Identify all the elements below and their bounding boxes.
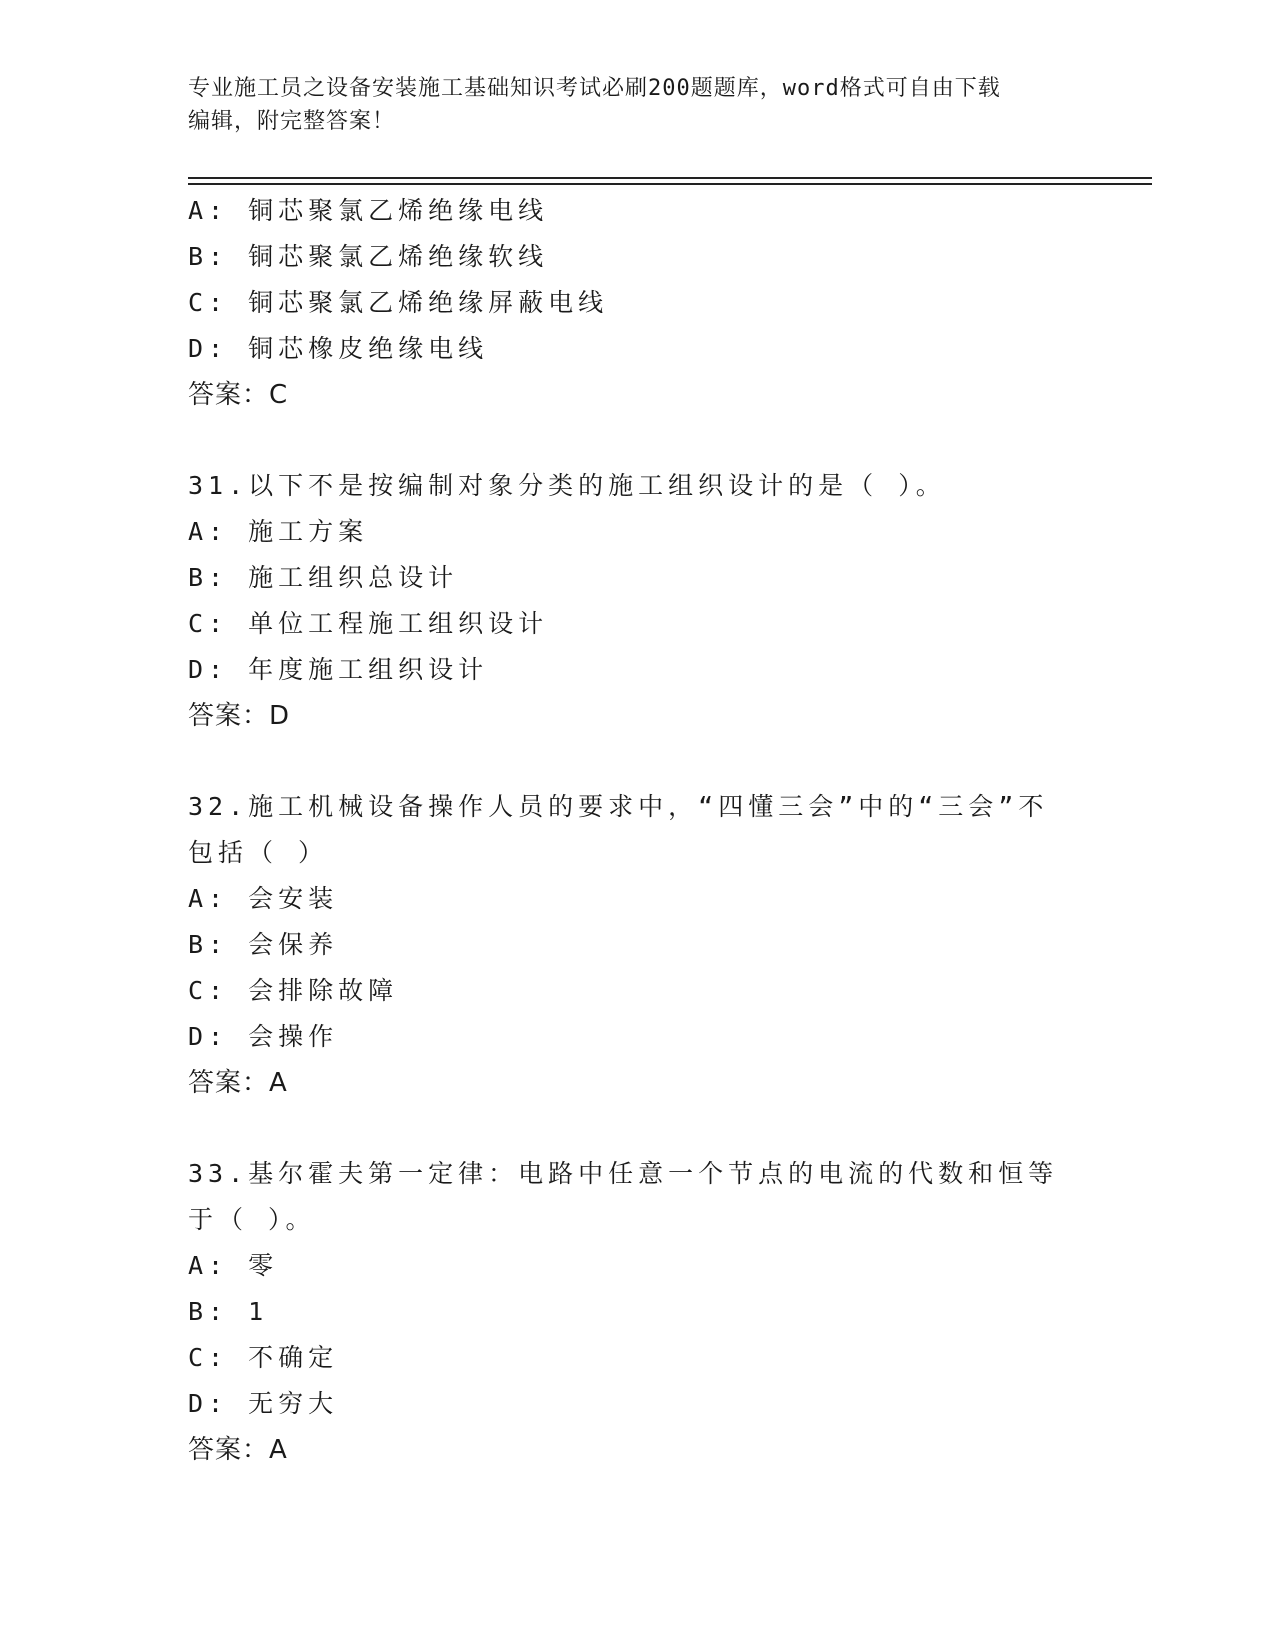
- answer-line: 答案：C: [188, 380, 289, 410]
- question-block-32: [188, 784, 1088, 1106]
- option-d: D: 铜芯橡皮绝缘电线: [188, 334, 489, 363]
- answer-line: 答案：D: [188, 701, 291, 731]
- option-a: A: 会安装: [188, 884, 339, 913]
- header-line-1: 专业施工员之设备安装施工基础知识考试必刷200题题库，word格式可自由下载: [188, 76, 1001, 101]
- option-a: A: 施工方案: [188, 517, 369, 546]
- option-c: C: 铜芯聚氯乙烯绝缘屏蔽电线: [188, 288, 609, 317]
- option-a: A: 零: [188, 1251, 279, 1280]
- question-block-33: [188, 1151, 1088, 1473]
- question-text: 33.基尔霍夫第一定律：电路中任意一个节点的电流的代数和恒等于（ ）。: [188, 1159, 1059, 1234]
- question-list: [188, 188, 1088, 1473]
- option-b: B: 会保养: [188, 930, 339, 959]
- option-c: C: 单位工程施工组织设计: [188, 609, 549, 638]
- option-a: A: 铜芯聚氯乙烯绝缘电线: [188, 196, 549, 225]
- question-block-30: [188, 188, 1088, 418]
- header-divider-bottom: [188, 183, 1152, 185]
- header-line-2: 编辑，附完整答案！: [188, 109, 396, 134]
- question-block-31: [188, 463, 1088, 739]
- question-text: 31.以下不是按编制对象分类的施工组织设计的是（ ）。: [188, 471, 946, 500]
- option-d: D: 会操作: [188, 1022, 339, 1051]
- option-d: D: 年度施工组织设计: [188, 655, 489, 684]
- answer-line: 答案：A: [188, 1068, 288, 1098]
- document-header: [188, 72, 1068, 138]
- option-d: D: 无穷大: [188, 1389, 339, 1418]
- option-c: C: 不确定: [188, 1343, 339, 1372]
- answer-line: 答案：A: [188, 1435, 288, 1465]
- option-b: B: 1: [188, 1297, 269, 1326]
- header-divider-top: [188, 177, 1152, 179]
- option-b: B: 施工组织总设计: [188, 563, 459, 592]
- option-c: C: 会排除故障: [188, 976, 399, 1005]
- question-text: 32.施工机械设备操作人员的要求中，“四懂三会”中的“三会”不包括（ ）: [188, 792, 1049, 867]
- option-b: B: 铜芯聚氯乙烯绝缘软线: [188, 242, 549, 271]
